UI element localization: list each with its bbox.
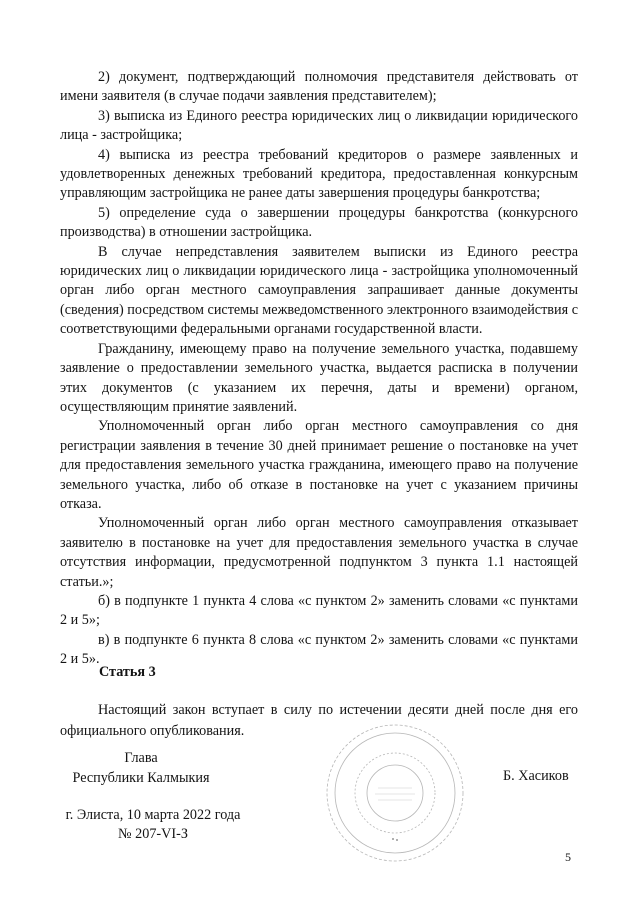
paragraph-item-4: 4) выписка из реестра требований кредиторов о размере заявленных и удовлетворенных денежных требований кредитора, предоставленная конкурсным управляющим застройщика не ранее даты завершения процедуры банкротства; [60,146,578,202]
closing-section [60,700,578,742]
paragraph-nonsubmission: В случае непредставления заявителем выписки из Единого реестра юридических лиц о ликвидации юридического лица - застройщика уполномоченный орган либо орган местного самоуправления запрашивает данные документы (сведения) посредством системы межведомственного электронного взаимодействия с соответствующими федеральными органами государственной власти. [60,243,578,338]
paragraph-receipt: Гражданину, имеющему право на получение земельного участка, подавшему заявление о предоставлении земельного участка, выдается расписка в получении этих документов (с указанием их перечня, даты и времени) органом, осуществляющим принятие заявлений. [60,340,578,415]
closing-paragraph: Настоящий закон вступает в силу по истечении десяти дней после дня его официального опубликования. [60,702,578,739]
paragraph-refusal: Уполномоченный орган либо орган местного самоуправления отказывает заявителю в постановке на учет для предоставления земельного участка в случае отсутствия информации, предусмотренной подпунктом 3 пункта 1.1 настоящей статьи.»; [60,515,578,590]
signatory-title-line2: Республики Калмыкия [72,770,210,786]
place-date: г. Элиста, 10 марта 2022 года [65,807,241,823]
paragraph-item-3: 3) выписка из Единого реестра юридических лиц о ликвидации юридического лица - застройщика; [60,107,578,144]
place-and-date-block [60,806,246,844]
paragraph-amendment-b: б) в подпункте 1 пункта 4 слова «с пунктом 2» заменить словами «с пунктами 2 и 5»; [60,592,578,629]
paragraph-amendment-v: в) в подпункте 6 пункта 8 слова «с пунктом 2» заменить словами «с пунктами 2 и 5». [60,631,578,668]
official-seal [320,718,470,868]
signatory-name: Б. Хасиков [503,768,569,784]
paragraph-item-5: 5) определение суда о завершении процедуры банкротства (конкурсного производства) в отношении застройщика. [60,204,578,241]
signatory-title [66,748,216,788]
document-body [60,68,578,670]
page-number: 5 [565,850,571,864]
signatory-title-line1: Глава [124,750,158,766]
paragraph-item-2: 2) документ, подтверждающий полномочия представителя действовать от имени заявителя (в случае подачи заявления представителем); [60,69,578,105]
article-heading: Статья 3 [99,664,156,680]
law-number: № 207-VI-З [118,826,188,842]
paragraph-decision: Уполномоченный орган либо орган местного самоуправления со дня регистрации заявления в течение 30 дней принимает решение о постановке на учет для предоставления земельного участка гражданина, имеющего право на получение земельного участка, либо об отказе в постановке на учет с указанием причины отказа. [60,418,578,512]
